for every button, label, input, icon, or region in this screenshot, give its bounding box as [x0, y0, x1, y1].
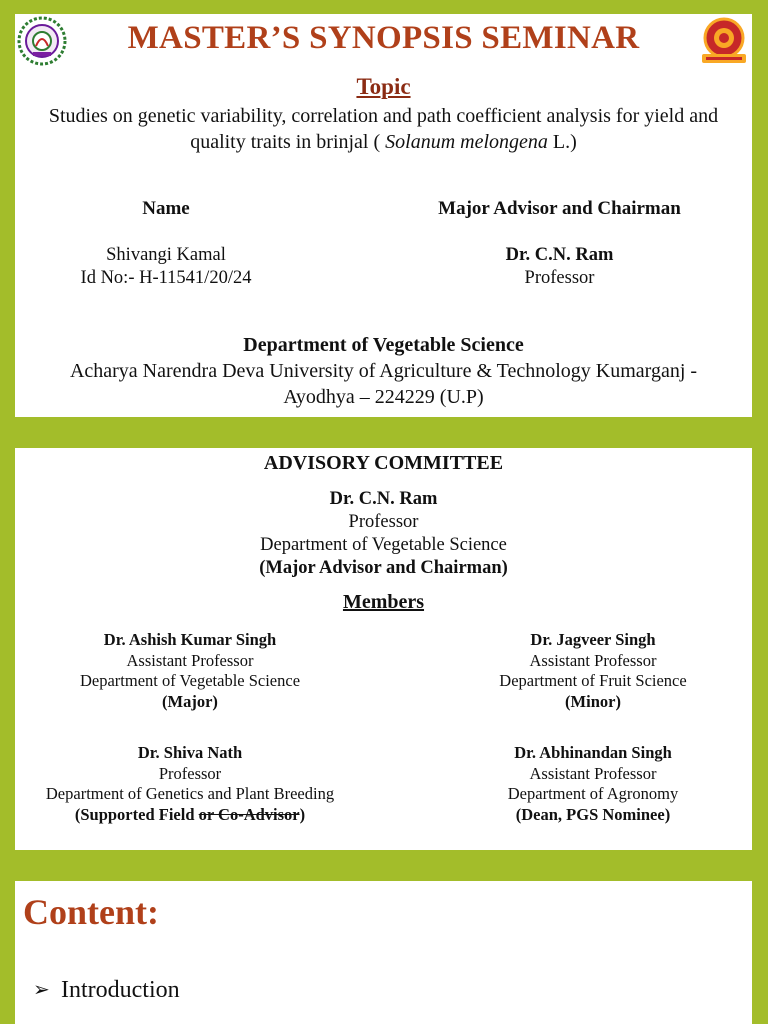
- struck-text: or Co-Advisor: [198, 804, 300, 824]
- chair-designation: Professor: [348, 512, 419, 532]
- advisor-label: Major Advisor and Chairman: [438, 198, 681, 219]
- title-panel: [15, 14, 752, 417]
- species-name: Solanum melongena: [385, 131, 548, 153]
- advisor-name: Dr. C.N. Ram: [505, 245, 614, 265]
- student-name: Shivangi Kamal: [106, 245, 226, 265]
- advisory-committee-title: ADVISORY COMMITTEE: [263, 452, 504, 474]
- topic-heading: Topic: [356, 74, 411, 99]
- advisor-details: [407, 244, 712, 290]
- members-heading: Members: [342, 591, 425, 613]
- student-details: [35, 244, 297, 290]
- member-card: Dr. Ashish Kumar Singh Assistant Professor Department of Vegetable Science (Major): [79, 630, 301, 711]
- chair-department: Department of Vegetable Science: [260, 535, 507, 555]
- seminar-title: MASTER’S SYNOPSIS SEMINAR: [127, 20, 640, 56]
- arrow-bullet-icon: ➢: [33, 979, 50, 1001]
- member-card: Dr. Shiva Nath Professor Department of Genetics and Plant Breeding (Supported Field or Co-Advisor): [45, 743, 335, 824]
- content-panel: [15, 881, 752, 1024]
- member-card: Dr. Abhinandan Singh Assistant Professor Department of Agronomy (Dean, PGS Nominee): [507, 743, 679, 824]
- advisor-designation: Professor: [524, 268, 595, 288]
- content-list: [33, 975, 180, 1017]
- member-card: Dr. Jagveer Singh Assistant Professor Department of Fruit Science (Minor): [499, 630, 687, 711]
- chair-block: [15, 488, 752, 580]
- chair-role: (Major Advisor and Chairman): [259, 558, 508, 578]
- content-title: Content:: [23, 892, 159, 932]
- advisory-committee-panel: [15, 448, 752, 850]
- nayu-emblem-logo: [696, 16, 752, 66]
- student-name-label: Name: [142, 198, 190, 219]
- list-item: ➢ Introduction: [33, 977, 180, 1003]
- student-id: Id No:- H-11541/20/24: [80, 268, 252, 288]
- university-address: Acharya Narendra Deva University of Agriculture & Technology Kumarganj - Ayodhya – 224229 (U.P): [69, 360, 698, 408]
- chair-name: Dr. C.N. Ram: [329, 489, 438, 509]
- department-name: Department of Vegetable Science: [243, 334, 524, 356]
- topic-text: Studies on genetic variability, correlation and path coefficient analysis for yield and quality traits in brinjal ( Solanum melongena L.): [48, 105, 719, 153]
